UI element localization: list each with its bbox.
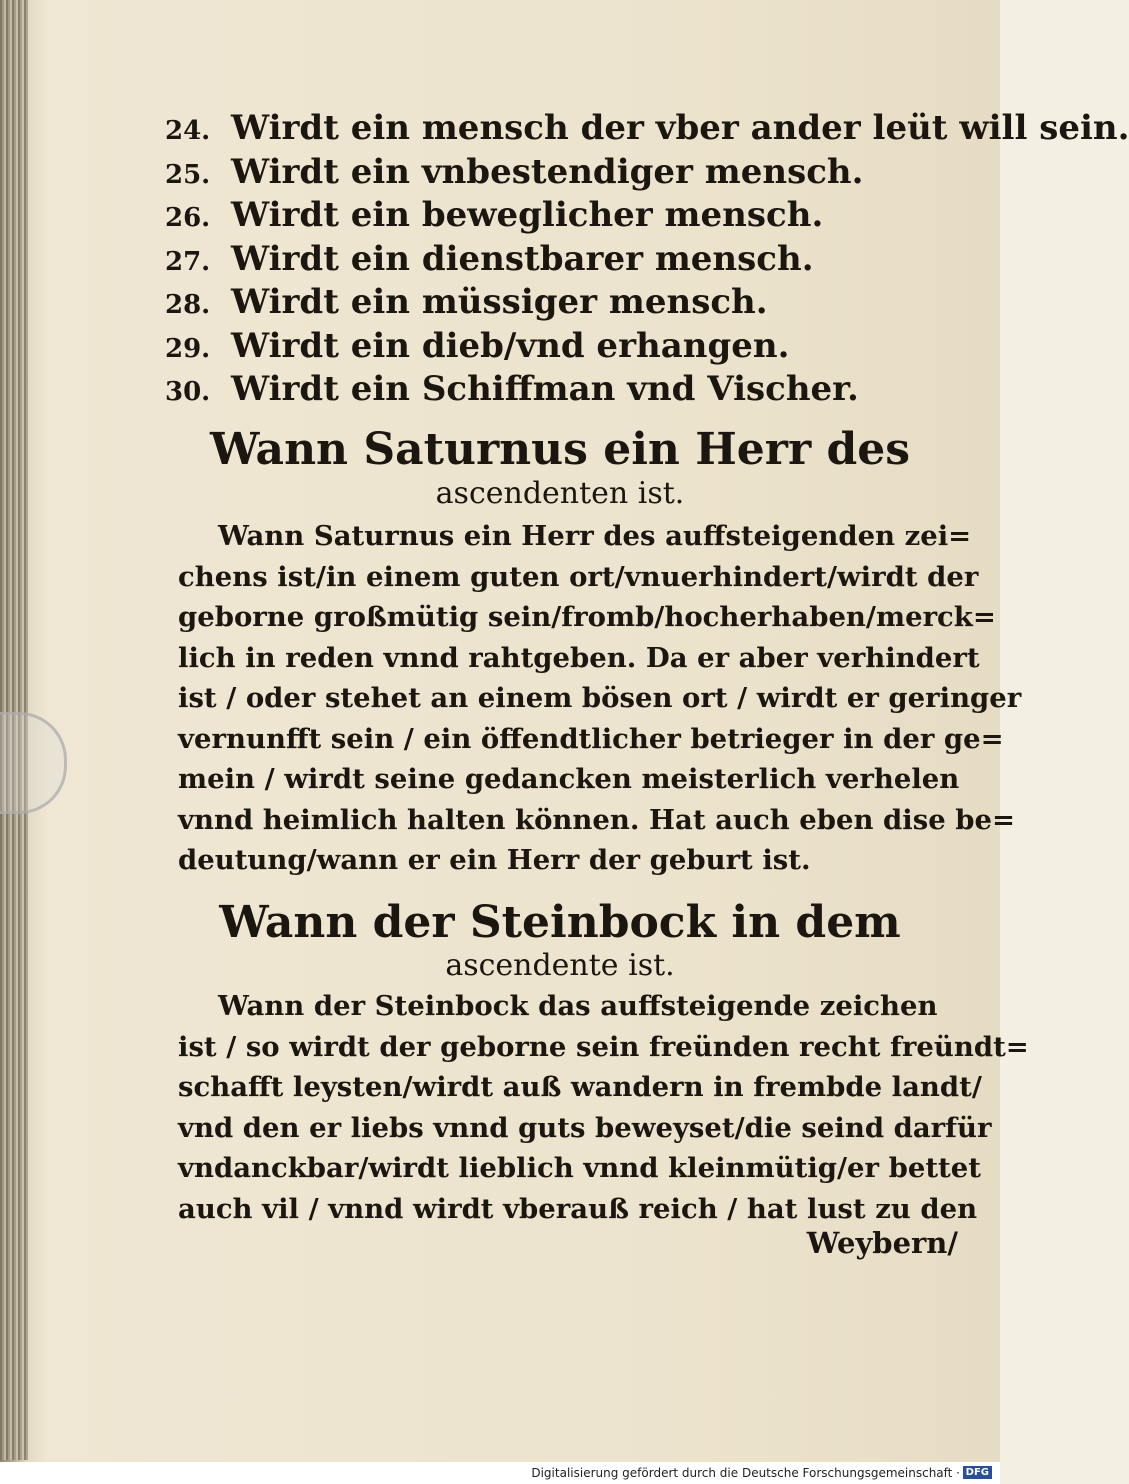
- list-number: 28.: [165, 290, 211, 320]
- text-line: schafft leysten/wirdt auß wandern in frembde landt/: [178, 1071, 982, 1103]
- text-line: auch vil / vnnd wirdt vberauß reich / hat lust zu den: [178, 1192, 978, 1225]
- list-number: 29.: [165, 333, 211, 364]
- list-number: 24.: [165, 116, 211, 146]
- list-text: Wirdt ein vnbestendiger mensch.: [231, 151, 864, 192]
- section-heading-steinbock: Wann der Steinbock in dem: [219, 897, 901, 948]
- text-line: mein / wirdt seine gedancken meisterlich verhelen: [178, 763, 960, 795]
- text-line: Wann der Steinbock das auffsteigende zeichen: [218, 990, 938, 1022]
- text-line: geborne großmütig sein/fromb/hocherhaben/merck=: [178, 601, 996, 633]
- section-subheading-saturnus: ascendenten ist.: [435, 476, 685, 511]
- list-number: 26.: [165, 203, 211, 233]
- text-line: vnnd heimlich halten können. Hat auch eben dise be=: [178, 803, 1016, 836]
- list-text: Wirdt ein müssiger mensch.: [231, 282, 768, 322]
- list-item: [165, 326, 945, 370]
- list-text: Wirdt ein mensch der vber ander leüt will sein.: [231, 108, 1129, 148]
- text-line: deutung/wann er ein Herr der geburt ist.: [178, 844, 811, 876]
- list-item: [165, 282, 945, 326]
- text-line: ist / so wirdt der geborne sein freünden recht freündt=: [178, 1030, 1029, 1063]
- list-item: [165, 108, 1129, 152]
- section-heading-saturnus: Wann Saturnus ein Herr des: [209, 424, 911, 475]
- numbered-list: [165, 108, 1129, 413]
- list-number: 27.: [165, 246, 211, 277]
- list-item: [165, 195, 945, 239]
- list-text: Wirdt ein dieb/vnd erhangen.: [231, 325, 790, 366]
- text-line: vernunfft sein / ein öffendtlicher betrieger in der ge=: [178, 722, 1004, 755]
- footer-credit-text: Digitalisierung gefördert durch die Deutsche Forschungsgemeinschaft ·: [531, 1466, 960, 1480]
- page-clip: [0, 712, 67, 814]
- list-item: [165, 152, 945, 196]
- catchword: Weybern/: [806, 1226, 958, 1260]
- paragraph-steinbock: [178, 986, 1029, 1229]
- digitization-footer: [0, 1462, 1000, 1484]
- list-number: 30.: [165, 377, 211, 407]
- section-subheading-steinbock: ascendente ist.: [445, 948, 675, 983]
- text-line: Wann Saturnus ein Herr des auffsteigenden zei=: [218, 520, 972, 552]
- paragraph-saturnus: [178, 516, 1022, 881]
- text-line: chens ist/in einem guten ort/vnuerhindert/wirdt der: [178, 560, 979, 593]
- list-item: [165, 369, 945, 413]
- list-number: 25.: [165, 159, 211, 190]
- list-text: Wirdt ein dienstbarer mensch.: [231, 238, 814, 279]
- list-item: [165, 239, 945, 283]
- text-line: ist / oder stehet an einem bösen ort / wirdt er geringer: [178, 682, 1022, 714]
- text-line: vndanckbar/wirdt lieblich vnnd kleinmütig/er bettet: [178, 1152, 981, 1184]
- list-text: Wirdt ein Schiffman vnd Vischer.: [231, 369, 859, 409]
- text-line: vnd den er liebs vnnd guts beweyset/die seind darfür: [178, 1111, 992, 1144]
- text-line: lich in reden vnnd rahtgeben. Da er aber verhindert: [178, 641, 980, 674]
- dfg-logo: DFG: [963, 1466, 992, 1479]
- list-text: Wirdt ein beweglicher mensch.: [231, 195, 824, 235]
